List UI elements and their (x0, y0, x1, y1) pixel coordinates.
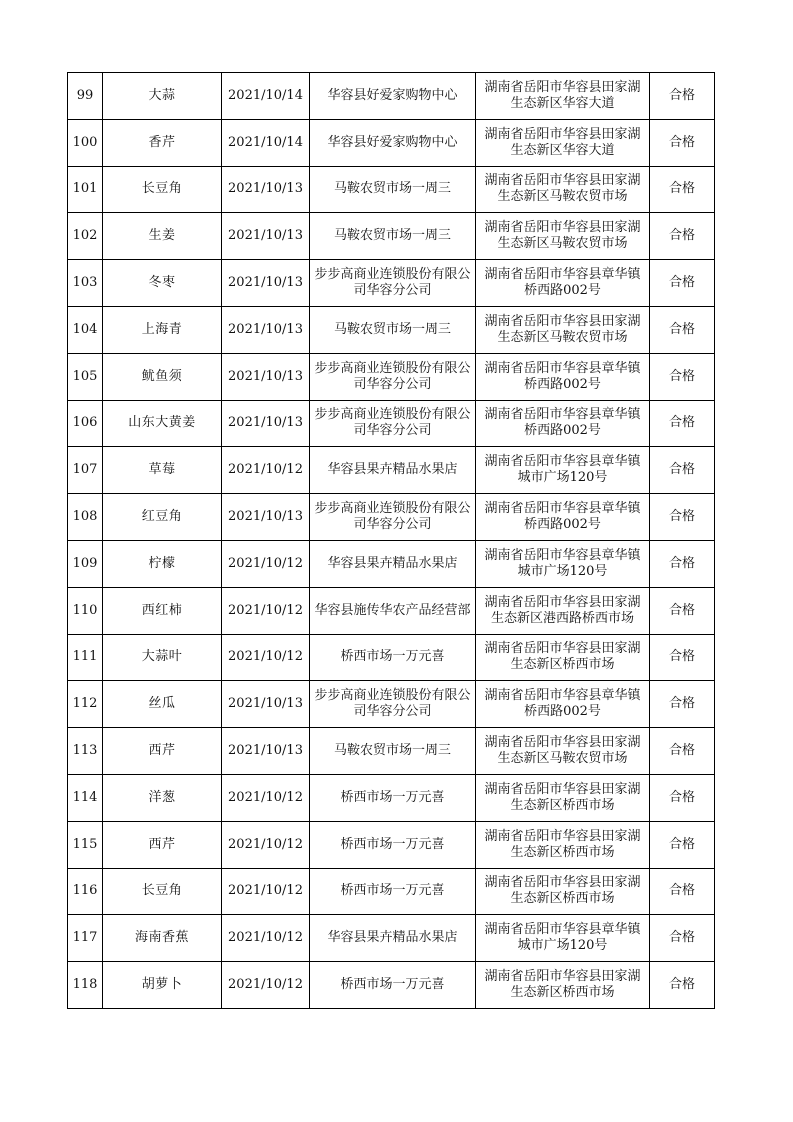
product-name-cell: 洋葱 (103, 774, 222, 821)
table-row (68, 962, 715, 1009)
row-number-cell: 112 (68, 681, 103, 728)
row-number-cell: 114 (68, 774, 103, 821)
store-name-cell: 桥西市场一万元喜 (310, 634, 476, 681)
inspection-results-table (67, 72, 715, 1009)
store-name-cell: 马鞍农贸市场一周三 (310, 213, 476, 260)
store-name-cell: 桥西市场一万元喜 (310, 774, 476, 821)
row-number-cell: 116 (68, 868, 103, 915)
table-row (68, 353, 715, 400)
row-number-cell: 113 (68, 728, 103, 775)
table-row (68, 634, 715, 681)
result-cell: 合格 (650, 774, 715, 821)
store-name-cell: 步步高商业连锁股份有限公司华容分公司 (310, 681, 476, 728)
result-cell: 合格 (650, 540, 715, 587)
sampling-date-cell: 2021/10/13 (222, 400, 310, 447)
store-address-cell: 湖南省岳阳市华容县章华镇桥西路002号 (476, 353, 650, 400)
product-name-cell: 长豆角 (103, 868, 222, 915)
store-address-cell: 湖南省岳阳市华容县章华镇城市广场120号 (476, 540, 650, 587)
store-address-cell: 湖南省岳阳市华容县田家湖生态新区桥西市场 (476, 774, 650, 821)
row-number-cell: 108 (68, 494, 103, 541)
row-number-cell: 115 (68, 821, 103, 868)
product-name-cell: 鱿鱼须 (103, 353, 222, 400)
table-row (68, 213, 715, 260)
sampling-date-cell: 2021/10/12 (222, 962, 310, 1009)
row-number-cell: 101 (68, 166, 103, 213)
sampling-date-cell: 2021/10/14 (222, 73, 310, 120)
sampling-date-cell: 2021/10/12 (222, 540, 310, 587)
row-number-cell: 117 (68, 915, 103, 962)
product-name-cell: 香芹 (103, 119, 222, 166)
table-row (68, 868, 715, 915)
product-name-cell: 草莓 (103, 447, 222, 494)
sampling-date-cell: 2021/10/13 (222, 260, 310, 307)
table-row (68, 774, 715, 821)
product-name-cell: 长豆角 (103, 166, 222, 213)
product-name-cell: 山东大黄姜 (103, 400, 222, 447)
sampling-date-cell: 2021/10/12 (222, 587, 310, 634)
sampling-date-cell: 2021/10/12 (222, 915, 310, 962)
product-name-cell: 生姜 (103, 213, 222, 260)
store-address-cell: 湖南省岳阳市华容县田家湖生态新区桥西市场 (476, 821, 650, 868)
result-cell: 合格 (650, 962, 715, 1009)
result-cell: 合格 (650, 260, 715, 307)
result-cell: 合格 (650, 587, 715, 634)
result-cell: 合格 (650, 634, 715, 681)
result-cell: 合格 (650, 821, 715, 868)
sampling-date-cell: 2021/10/12 (222, 821, 310, 868)
product-name-cell: 丝瓜 (103, 681, 222, 728)
product-name-cell: 大蒜叶 (103, 634, 222, 681)
result-cell: 合格 (650, 166, 715, 213)
row-number-cell: 103 (68, 260, 103, 307)
sampling-date-cell: 2021/10/12 (222, 447, 310, 494)
store-address-cell: 湖南省岳阳市华容县章华镇桥西路002号 (476, 400, 650, 447)
store-name-cell: 华容县果卉精品水果店 (310, 447, 476, 494)
store-name-cell: 桥西市场一万元喜 (310, 962, 476, 1009)
store-address-cell: 湖南省岳阳市华容县章华镇桥西路002号 (476, 260, 650, 307)
store-address-cell: 湖南省岳阳市华容县章华镇桥西路002号 (476, 681, 650, 728)
product-name-cell: 胡萝卜 (103, 962, 222, 1009)
table-row (68, 260, 715, 307)
store-address-cell: 湖南省岳阳市华容县章华镇城市广场120号 (476, 447, 650, 494)
product-name-cell: 冬枣 (103, 260, 222, 307)
result-cell: 合格 (650, 494, 715, 541)
result-cell: 合格 (650, 447, 715, 494)
product-name-cell: 大蒜 (103, 73, 222, 120)
store-address-cell: 湖南省岳阳市华容县田家湖生态新区桥西市场 (476, 634, 650, 681)
store-name-cell: 桥西市场一万元喜 (310, 868, 476, 915)
store-name-cell: 步步高商业连锁股份有限公司华容分公司 (310, 494, 476, 541)
table-row (68, 587, 715, 634)
sampling-date-cell: 2021/10/13 (222, 728, 310, 775)
result-cell: 合格 (650, 213, 715, 260)
sampling-date-cell: 2021/10/13 (222, 681, 310, 728)
product-name-cell: 上海青 (103, 306, 222, 353)
sampling-date-cell: 2021/10/13 (222, 353, 310, 400)
table-row (68, 494, 715, 541)
store-address-cell: 湖南省岳阳市华容县田家湖生态新区马鞍农贸市场 (476, 166, 650, 213)
store-address-cell: 湖南省岳阳市华容县田家湖生态新区华容大道 (476, 119, 650, 166)
table-row (68, 728, 715, 775)
result-cell: 合格 (650, 306, 715, 353)
sampling-date-cell: 2021/10/12 (222, 868, 310, 915)
table-row (68, 73, 715, 120)
table-row (68, 915, 715, 962)
store-name-cell: 马鞍农贸市场一周三 (310, 166, 476, 213)
table-body (68, 73, 715, 1009)
store-name-cell: 桥西市场一万元喜 (310, 821, 476, 868)
row-number-cell: 100 (68, 119, 103, 166)
sampling-date-cell: 2021/10/13 (222, 166, 310, 213)
row-number-cell: 106 (68, 400, 103, 447)
store-name-cell: 华容县果卉精品水果店 (310, 915, 476, 962)
row-number-cell: 107 (68, 447, 103, 494)
result-cell: 合格 (650, 915, 715, 962)
table-row (68, 681, 715, 728)
product-name-cell: 红豆角 (103, 494, 222, 541)
result-cell: 合格 (650, 728, 715, 775)
store-name-cell: 步步高商业连锁股份有限公司华容分公司 (310, 353, 476, 400)
store-name-cell: 华容县好爱家购物中心 (310, 119, 476, 166)
store-address-cell: 湖南省岳阳市华容县章华镇城市广场120号 (476, 915, 650, 962)
product-name-cell: 西芹 (103, 821, 222, 868)
store-address-cell: 湖南省岳阳市华容县田家湖生态新区桥西市场 (476, 868, 650, 915)
sampling-date-cell: 2021/10/13 (222, 494, 310, 541)
store-name-cell: 步步高商业连锁股份有限公司华容分公司 (310, 260, 476, 307)
store-address-cell: 湖南省岳阳市华容县田家湖生态新区港西路桥西市场 (476, 587, 650, 634)
sampling-date-cell: 2021/10/14 (222, 119, 310, 166)
store-name-cell: 步步高商业连锁股份有限公司华容分公司 (310, 400, 476, 447)
product-name-cell: 西芹 (103, 728, 222, 775)
row-number-cell: 102 (68, 213, 103, 260)
table-row (68, 821, 715, 868)
store-address-cell: 湖南省岳阳市华容县田家湖生态新区桥西市场 (476, 962, 650, 1009)
store-address-cell: 湖南省岳阳市华容县田家湖生态新区马鞍农贸市场 (476, 306, 650, 353)
table-row (68, 447, 715, 494)
store-name-cell: 马鞍农贸市场一周三 (310, 306, 476, 353)
store-name-cell: 华容县果卉精品水果店 (310, 540, 476, 587)
table-row (68, 119, 715, 166)
product-name-cell: 西红柿 (103, 587, 222, 634)
table-row (68, 400, 715, 447)
row-number-cell: 104 (68, 306, 103, 353)
row-number-cell: 111 (68, 634, 103, 681)
sampling-date-cell: 2021/10/13 (222, 306, 310, 353)
result-cell: 合格 (650, 868, 715, 915)
row-number-cell: 105 (68, 353, 103, 400)
sampling-date-cell: 2021/10/12 (222, 774, 310, 821)
store-address-cell: 湖南省岳阳市华容县田家湖生态新区马鞍农贸市场 (476, 213, 650, 260)
result-cell: 合格 (650, 400, 715, 447)
store-address-cell: 湖南省岳阳市华容县章华镇桥西路002号 (476, 494, 650, 541)
table-row (68, 540, 715, 587)
row-number-cell: 118 (68, 962, 103, 1009)
store-address-cell: 湖南省岳阳市华容县田家湖生态新区马鞍农贸市场 (476, 728, 650, 775)
store-name-cell: 华容县施传华农产品经营部 (310, 587, 476, 634)
result-cell: 合格 (650, 119, 715, 166)
table-row (68, 166, 715, 213)
sampling-date-cell: 2021/10/12 (222, 634, 310, 681)
store-name-cell: 华容县好爱家购物中心 (310, 73, 476, 120)
table-row (68, 306, 715, 353)
row-number-cell: 110 (68, 587, 103, 634)
store-address-cell: 湖南省岳阳市华容县田家湖生态新区华容大道 (476, 73, 650, 120)
result-cell: 合格 (650, 353, 715, 400)
row-number-cell: 99 (68, 73, 103, 120)
result-cell: 合格 (650, 73, 715, 120)
result-cell: 合格 (650, 681, 715, 728)
product-name-cell: 海南香蕉 (103, 915, 222, 962)
row-number-cell: 109 (68, 540, 103, 587)
store-name-cell: 马鞍农贸市场一周三 (310, 728, 476, 775)
product-name-cell: 柠檬 (103, 540, 222, 587)
sampling-date-cell: 2021/10/13 (222, 213, 310, 260)
